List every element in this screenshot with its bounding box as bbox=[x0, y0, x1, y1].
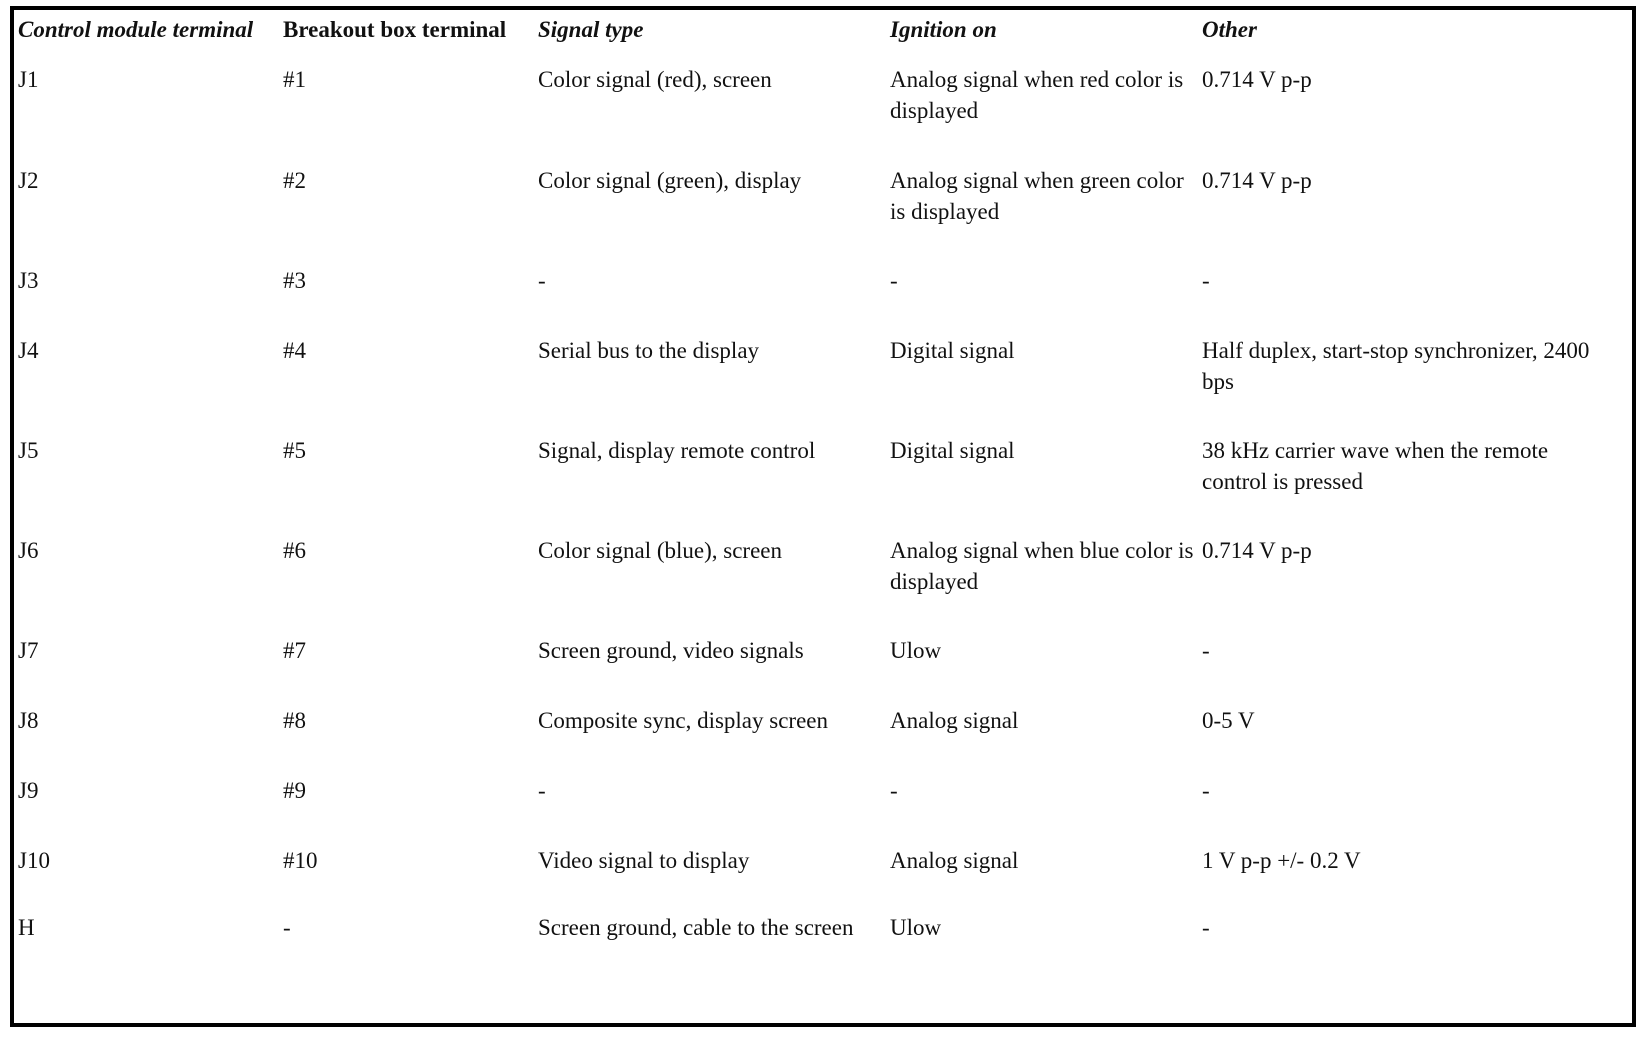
cell-other: 0.714 V p-p bbox=[1202, 538, 1312, 563]
cell-ignition-on: - bbox=[890, 778, 898, 803]
cell-signal-type: Signal, display remote control bbox=[538, 438, 816, 463]
cell-other: 0-5 V bbox=[1202, 708, 1255, 733]
cell-ignition-on: Analog signal bbox=[890, 708, 1019, 733]
cell-control-module-terminal: J2 bbox=[18, 168, 39, 193]
cell-signal-type: Composite sync, display screen bbox=[538, 708, 829, 733]
cell-ignition-on: Analog signal when red color is displayed bbox=[890, 67, 1184, 123]
cell-signal-type: Screen ground, video signals bbox=[538, 638, 804, 663]
cell-breakout-box-terminal: - bbox=[283, 915, 291, 940]
table-row bbox=[18, 435, 1618, 535]
table-frame bbox=[10, 6, 1636, 1027]
header-breakout-box-terminal: Breakout box terminal bbox=[283, 17, 507, 42]
cell-breakout-box-terminal: #1 bbox=[283, 67, 306, 92]
cell-signal-type: Color signal (blue), screen bbox=[538, 538, 782, 563]
cell-signal-type: Color signal (red), screen bbox=[538, 67, 772, 92]
table-row bbox=[18, 775, 1618, 845]
cell-control-module-terminal: J9 bbox=[18, 778, 39, 803]
table-row bbox=[18, 912, 1618, 992]
cell-other: - bbox=[1202, 268, 1210, 293]
table-row bbox=[18, 64, 1618, 165]
cell-other: 1 V p-p +/- 0.2 V bbox=[1202, 848, 1361, 873]
cell-other: 0.714 V p-p bbox=[1202, 168, 1312, 193]
signal-table bbox=[18, 14, 1618, 992]
cell-signal-type: - bbox=[538, 268, 546, 293]
cell-control-module-terminal: H bbox=[18, 915, 35, 940]
cell-breakout-box-terminal: #7 bbox=[283, 638, 306, 663]
header-signal-type: Signal type bbox=[538, 17, 644, 42]
header-ignition-on: Ignition on bbox=[890, 17, 997, 42]
cell-control-module-terminal: J5 bbox=[18, 438, 39, 463]
cell-signal-type: Serial bus to the display bbox=[538, 338, 760, 363]
cell-other: Half duplex, start-stop synchronizer, 2400 bps bbox=[1202, 338, 1590, 394]
cell-breakout-box-terminal: #3 bbox=[283, 268, 306, 293]
table-row bbox=[18, 265, 1618, 335]
cell-breakout-box-terminal: #6 bbox=[283, 538, 306, 563]
cell-breakout-box-terminal: #9 bbox=[283, 778, 306, 803]
cell-breakout-box-terminal: #4 bbox=[283, 338, 306, 363]
cell-other: 0.714 V p-p bbox=[1202, 67, 1312, 92]
cell-signal-type: Color signal (green), display bbox=[538, 168, 802, 193]
cell-control-module-terminal: J8 bbox=[18, 708, 39, 733]
table-row bbox=[18, 635, 1618, 705]
cell-breakout-box-terminal: #8 bbox=[283, 708, 306, 733]
cell-ignition-on: Analog signal bbox=[890, 848, 1019, 873]
cell-ignition-on: Ulow bbox=[890, 915, 942, 940]
header-control-module-terminal: Control module terminal bbox=[18, 17, 254, 42]
cell-control-module-terminal: J1 bbox=[18, 67, 39, 92]
table-row bbox=[18, 535, 1618, 635]
table-row bbox=[18, 165, 1618, 265]
cell-signal-type: Screen ground, cable to the screen bbox=[538, 915, 854, 940]
cell-breakout-box-terminal: #5 bbox=[283, 438, 306, 463]
cell-other: - bbox=[1202, 778, 1210, 803]
cell-control-module-terminal: J7 bbox=[18, 638, 39, 663]
cell-control-module-terminal: J10 bbox=[18, 848, 50, 873]
cell-other: - bbox=[1202, 638, 1210, 663]
cell-ignition-on: Ulow bbox=[890, 638, 942, 663]
cell-other: 38 kHz carrier wave when the remote control is pressed bbox=[1202, 438, 1549, 494]
cell-control-module-terminal: J4 bbox=[18, 338, 39, 363]
header-other: Other bbox=[1202, 17, 1257, 42]
table-row bbox=[18, 705, 1618, 775]
cell-control-module-terminal: J3 bbox=[18, 268, 39, 293]
cell-ignition-on: Digital signal bbox=[890, 438, 1015, 463]
cell-signal-type: - bbox=[538, 778, 546, 803]
table-row bbox=[18, 335, 1618, 435]
cell-ignition-on: Analog signal when blue color is displayed bbox=[890, 538, 1194, 594]
cell-breakout-box-terminal: #2 bbox=[283, 168, 306, 193]
cell-ignition-on: Analog signal when green color is displayed bbox=[890, 168, 1184, 224]
cell-ignition-on: Digital signal bbox=[890, 338, 1015, 363]
cell-other: - bbox=[1202, 915, 1210, 940]
cell-signal-type: Video signal to display bbox=[538, 848, 750, 873]
cell-breakout-box-terminal: #10 bbox=[283, 848, 318, 873]
header-row bbox=[18, 14, 1618, 64]
table-row bbox=[18, 845, 1618, 912]
cell-ignition-on: - bbox=[890, 268, 898, 293]
cell-control-module-terminal: J6 bbox=[18, 538, 39, 563]
